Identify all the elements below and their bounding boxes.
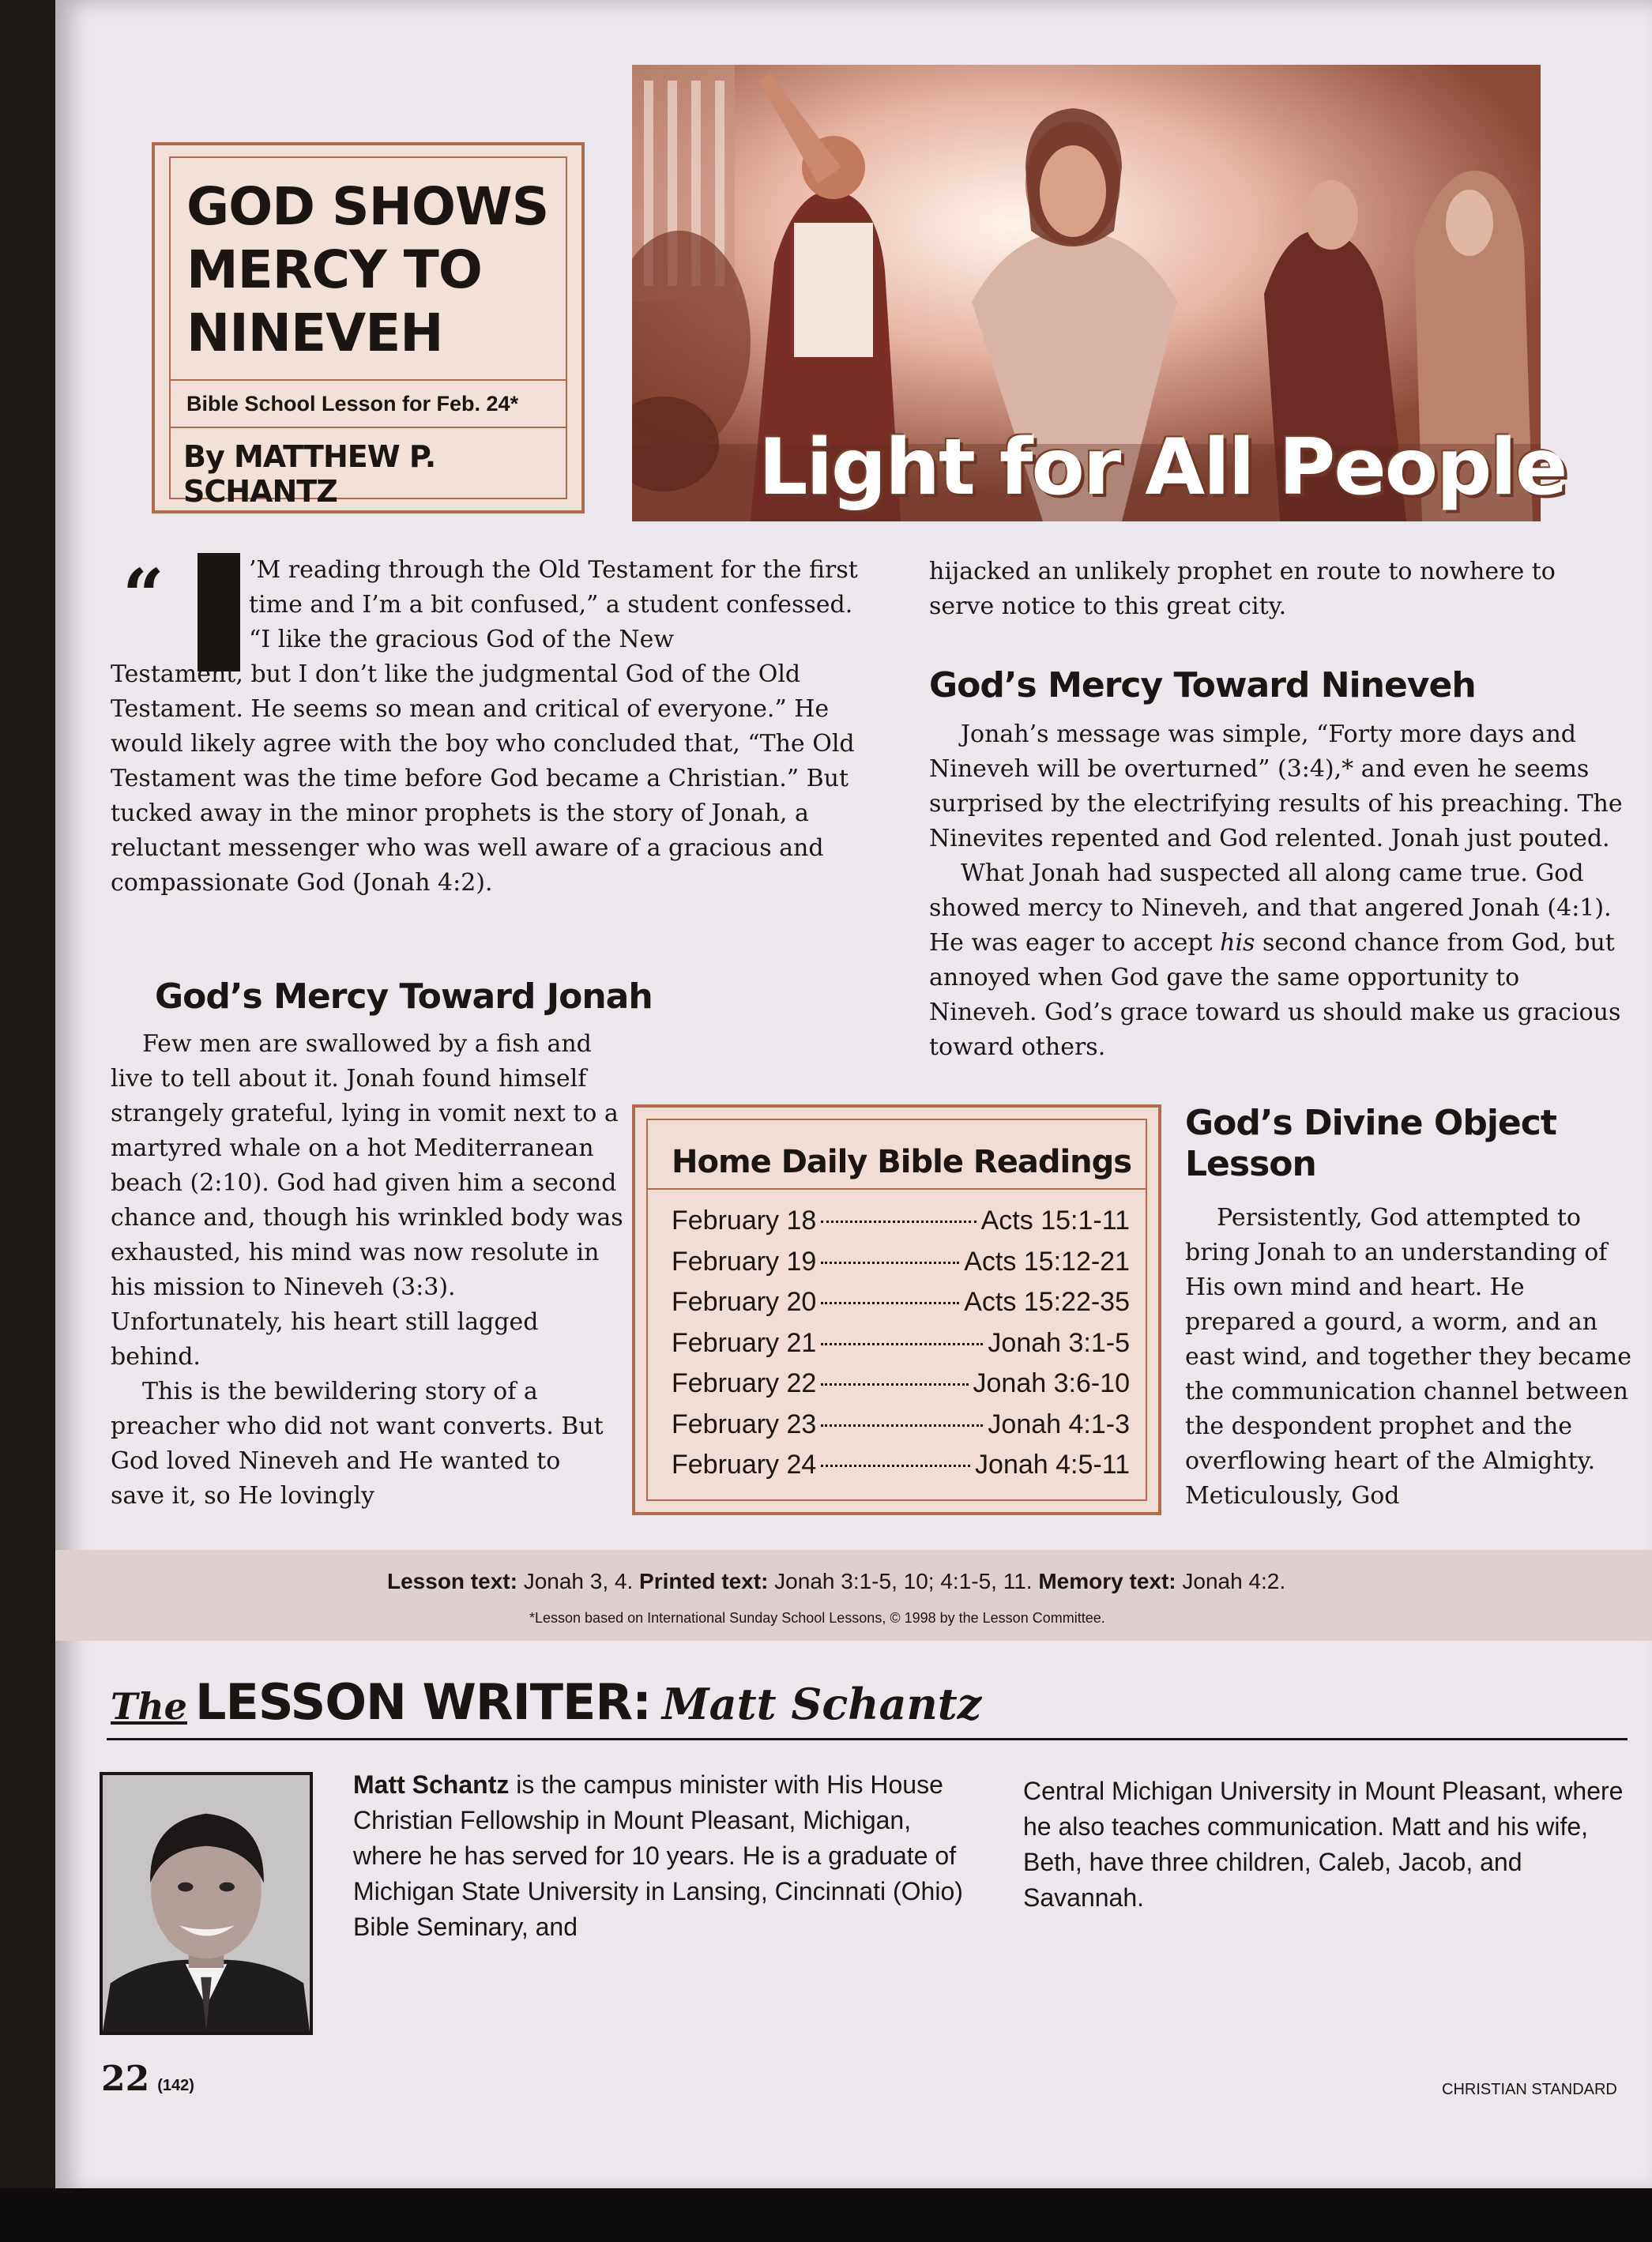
reading-date: February 20: [672, 1287, 817, 1317]
reading-date: February 24: [672, 1450, 817, 1480]
memory-text-value: Jonah 4:2.: [1176, 1569, 1286, 1593]
readings-title: Home Daily Bible Readings: [672, 1144, 1132, 1180]
leader-dots: [821, 1221, 976, 1223]
author-photo: [100, 1772, 313, 2035]
memory-text-label: Memory text:: [1038, 1569, 1176, 1593]
reading-date: February 19: [672, 1246, 817, 1277]
reading-reference: Acts 15:22-35: [964, 1287, 1130, 1317]
lesson-text-line: [387, 1569, 1285, 1594]
lesson-text-strip: [55, 1550, 1652, 1641]
lesson-footnote: *Lesson based on International Sunday School Lessons, © 1998 by the Lesson Committee.: [529, 1610, 1105, 1626]
page-number: [101, 2059, 194, 2099]
open-quote-mark: “: [122, 553, 164, 638]
nineveh-paragraph-2-end: second chance from God, but annoyed when God gave the same opportunity to Nineveh. God’s grace toward us should make us gracious toward others.: [929, 929, 1621, 1061]
banner-caption: Light for All People: [758, 423, 1567, 513]
publication-name: CHRISTIAN STANDARD: [1442, 2081, 1617, 2098]
title-box: [152, 142, 585, 513]
reading-item: [672, 1282, 1130, 1323]
writer-heading-title: LESSON WRITER:: [194, 1673, 651, 1731]
reading-reference: Jonah 4:1-3: [988, 1409, 1130, 1439]
leader-dots: [821, 1424, 983, 1427]
nineveh-paragraph-2-emphasis: his: [1220, 929, 1255, 957]
reading-item: [672, 1242, 1130, 1283]
section-heading-object-lesson: God’s Divine Object Lesson: [1185, 1103, 1556, 1184]
nineveh-paragraph-2: [929, 856, 1632, 1065]
printed-text-value: Jonah 3:1-5, 10; 4:1-5, 11.: [768, 1569, 1039, 1593]
daily-readings-box: [632, 1104, 1161, 1515]
page-shadow-edge: [0, 2188, 1652, 2242]
page-number-alt: (142): [157, 2077, 194, 2094]
reading-item: [672, 1445, 1130, 1486]
author-bio-text: is the campus minister with His House Christian Fellowship in Mount Pleasant, Michigan, where he has served for 10 years. He is a graduate of Michigan State University in Lansing, Cincinnati (Ohio) Bible Seminary, and: [353, 1770, 963, 1941]
lesson-writer-heading: [111, 1673, 981, 1731]
leader-dots: [821, 1262, 959, 1264]
section-heading-jonah: God’s Mercy Toward Jonah: [155, 976, 653, 1017]
nineveh-paragraph-1: Jonah’s message was simple, “Forty more days and Nineveh will be overturned” (3:4),* and even he seems surprised by the electrifying results of his preaching. The Ninevites repented and God relented. Jonah just pouted.: [929, 720, 1623, 852]
reading-date: February 21: [672, 1327, 817, 1358]
reading-reference: Jonah 3:1-5: [988, 1327, 1130, 1358]
column-b-continuation: hijacked an unlikely prophet en route to nowhere to serve notice to this great city.: [929, 558, 1556, 620]
reading-date: February 23: [672, 1409, 817, 1439]
reading-item: [672, 1201, 1130, 1242]
leader-dots: [821, 1302, 959, 1304]
jonah-paragraph-2: This is the bewildering story of a preacher who did not want converts. But God loved Nineveh and He wanted to save it, so He lovingly: [111, 1378, 604, 1510]
title-divider: [169, 427, 567, 428]
reading-date: February 22: [672, 1368, 817, 1398]
author-byline: By MATTHEW P. SCHANTZ: [183, 439, 436, 509]
reading-reference: Jonah 3:6-10: [973, 1368, 1130, 1398]
lesson-date-subtitle: Bible School Lesson for Feb. 24*: [186, 392, 519, 416]
reading-reference: Acts 15:12-21: [964, 1246, 1130, 1277]
writer-divider: [107, 1738, 1628, 1740]
lesson-text-label: Lesson text:: [387, 1569, 517, 1593]
section-heading-nineveh: God’s Mercy Toward Nineveh: [929, 665, 1476, 705]
leader-dots: [821, 1383, 968, 1386]
writer-heading-the: The: [111, 1685, 187, 1728]
readings-list: [672, 1201, 1130, 1486]
title-divider: [169, 379, 567, 381]
author-bio-column-1: [353, 1767, 985, 1945]
writer-heading-name: Matt Schantz: [661, 1679, 982, 1729]
leader-dots: [821, 1343, 983, 1345]
reading-item: [672, 1323, 1130, 1364]
intro-first-lines: ’M reading through the Old Testament for the first time and I’m a bit confused,” a student confessed. “I like the gracious God of the New: [249, 556, 858, 653]
author-bio-column-2: Central Michigan University in Mount Pleasant, where he also teaches communication. Matt and his wife, Beth, have three children, Caleb, Jacob, and Savannah.: [1023, 1777, 1624, 1912]
leader-dots: [821, 1465, 970, 1467]
object-lesson-paragraph: Persistently, God attempted to bring Jonah to an understanding of His own mind and heart. He prepared a gourd, a worm, and an east wind, and together they became the communication channel between the despondent prophet and the overflowing heart of the Almighty. Meticulously, God: [1185, 1204, 1631, 1510]
reading-reference: Jonah 4:5-11: [975, 1450, 1130, 1480]
lesson-text-value: Jonah 3, 4.: [517, 1569, 640, 1593]
intro-paragraph: Testament, but I don’t like the judgmental God of the Old Testament. He seems so mean and critical of everyone.” He would likely agree with the boy who concluded that, “The Old Testament was the time before God became a Christian.” But tucked away in the minor prophets is the story of Jonah, a reluctant messenger who was well aware of a gracious and compassionate God (Jonah 4:2).: [111, 660, 855, 897]
reading-item: [672, 1364, 1130, 1405]
reading-date: February 18: [672, 1206, 817, 1236]
reading-item: [672, 1405, 1130, 1446]
drop-cap: [198, 553, 240, 671]
readings-divider: [646, 1188, 1147, 1190]
page-number-main: 22: [101, 2059, 150, 2099]
author-bio-name: Matt Schantz: [353, 1770, 510, 1799]
jonah-paragraph-1: Few men are swallowed by a fish and live to tell about it. Jonah found himself strangely grateful, lying in vomit next to a martyred whale on a hot Mediterranean beach (2:10). God had given him a second chance and, though his wrinkled body was exhausted, his mind was now resolute in his mission to Nineveh (3:3). Unfortunately, his heart still lagged behind.: [111, 1030, 623, 1371]
printed-text-label: Printed text:: [639, 1569, 769, 1593]
article-title: GOD SHOWS MERCY TO NINEVEH: [186, 176, 549, 363]
reading-reference: Acts 15:1-11: [980, 1206, 1130, 1236]
nineveh-paragraph-2-start: What Jonah had suspected all along came true. God showed mercy to Nineveh, and that angered Jonah (4:1). He was eager to accept: [929, 860, 1612, 957]
